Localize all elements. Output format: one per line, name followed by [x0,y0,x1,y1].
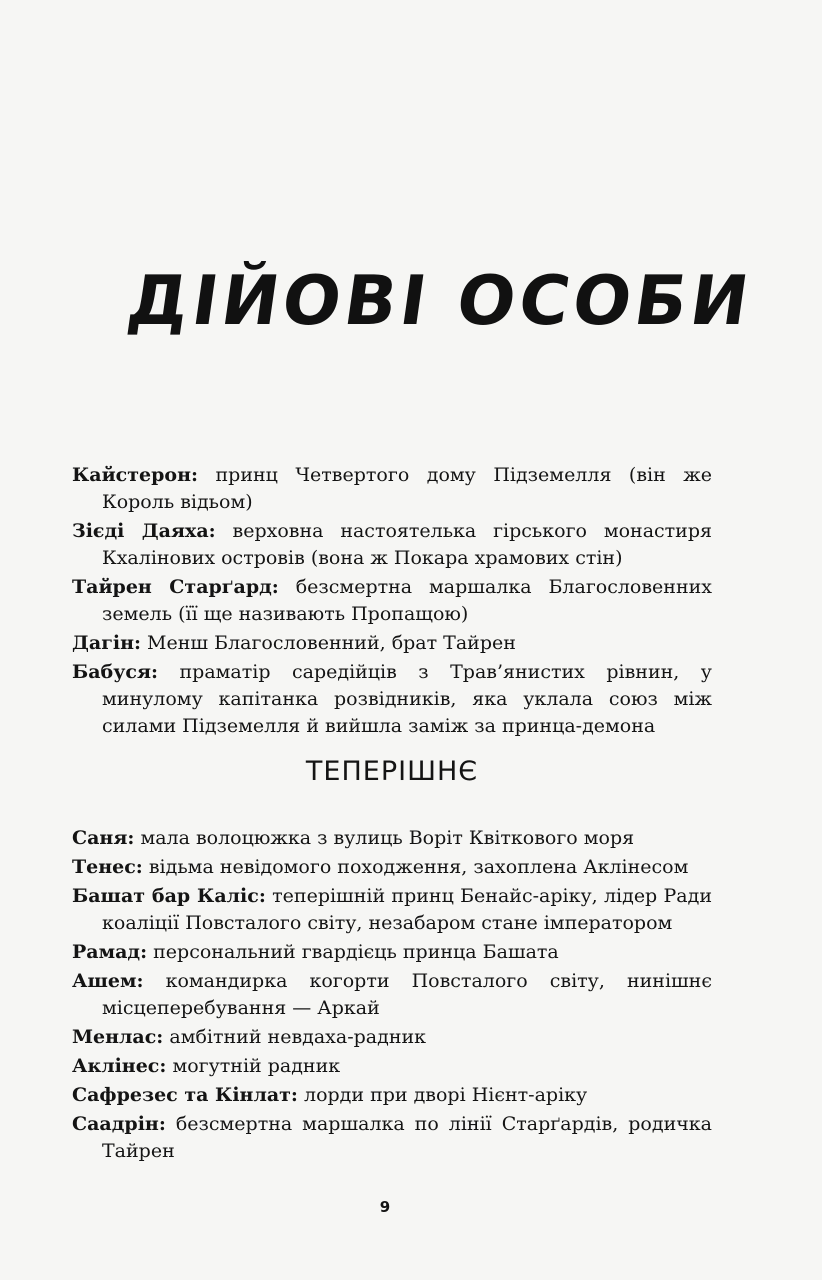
character-name: Башат бар Каліс: [72,885,266,907]
character-name: Тайрен Старґард: [72,576,279,598]
character-entry [72,574,712,628]
character-name: Тенес: [72,856,143,878]
character-name: Бабуся: [72,661,159,683]
character-entry [72,939,712,966]
character-entry [72,462,712,516]
character-name: Дагін: [72,632,141,654]
character-entry [72,825,712,852]
character-description: теперішній принц Бенайс-аріку, лідер Ради коаліції Повсталого світу, незабаром стане імператором [102,885,712,934]
character-entry [72,883,712,937]
character-name: Сафрезес та Кінлат: [72,1084,298,1106]
character-entry [72,1024,712,1051]
character-description: могутній радник [172,1055,341,1077]
character-description: амбітний невдаха-радник [169,1026,427,1048]
character-description: лорди при дворі Нієнт-аріку [304,1084,588,1106]
character-entry [72,659,712,740]
character-entry [72,518,712,572]
character-name: Рамад: [72,941,148,963]
character-description: принц Четвертого дому Підземелля (він же Король відьом) [102,464,712,513]
character-description: командирка когорти Повсталого світу, нинішнє місцеперебування — Аркай [102,970,712,1019]
character-description: безсмертна маршалка по лінії Старґардів, родичка Тайрен [102,1113,712,1162]
section-heading-present: ТЕПЕРІШНЄ [305,756,479,787]
character-description: відьма невідомого походження, захоплена Аклінесом [148,856,689,878]
character-entry [72,1082,712,1109]
character-description: мала волоцюжка з вулиць Воріт Квіткового моря [140,827,635,849]
character-name: Менлас: [72,1026,164,1048]
character-description: персональний гвардієць принца Башата [153,941,559,963]
character-name: Саня: [72,827,135,849]
character-name: Аклінес: [72,1055,167,1077]
character-entry [72,854,712,881]
character-description: верховна настоятелька гірського монастиря Кхалінових островів (вона ж Покара храмових стін) [102,520,712,569]
page-number: 9 [379,1198,391,1216]
character-entry [72,968,712,1022]
character-description: безсмертна маршалка Благословенних земель (її ще називають Пропащою) [102,576,713,625]
character-entry [72,1053,712,1080]
present-characters-list [72,825,712,1167]
character-name: Саадрін: [72,1113,166,1135]
character-entry [72,630,712,657]
character-description: Менш Благословенний, брат Тайрен [147,632,516,654]
character-name: Ашем: [72,970,144,992]
character-description: праматір саредійців з Трав’янистих рівнин, у минулому капітанка розвідників, яка уклала союз між силами Підземелля й вийшла заміж за принца-демона [102,661,712,737]
page-title: ДІЙОВІ ОСОБИ [122,262,758,341]
character-entry [72,1111,712,1165]
past-characters-list [72,462,712,742]
character-name: Кайстерон: [72,464,198,486]
character-name: Зієді Даяха: [72,520,216,542]
